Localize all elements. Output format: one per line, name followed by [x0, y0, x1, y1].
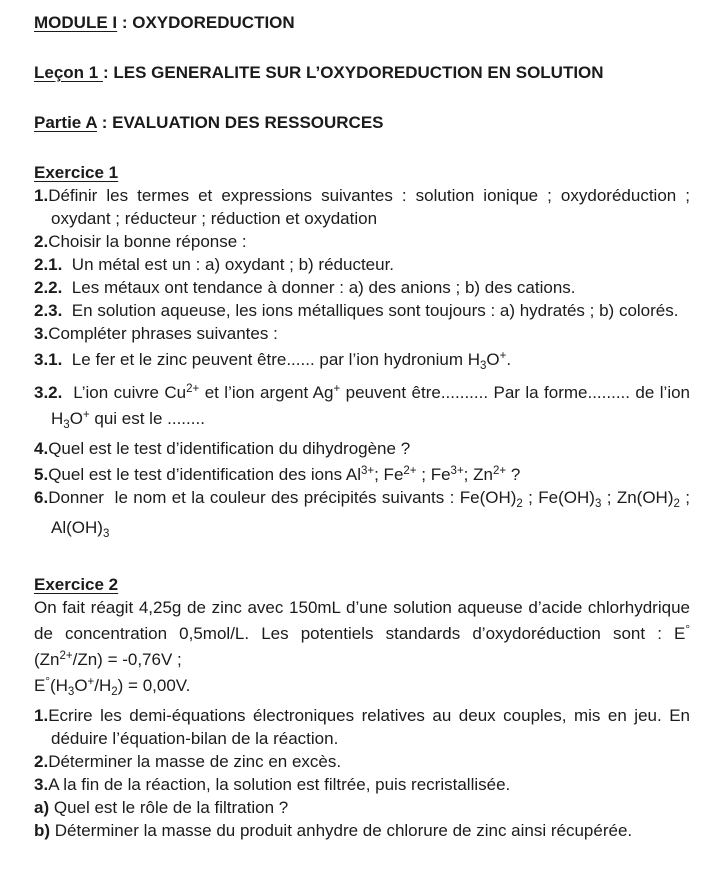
text-segment: Quel est le test d’identification du dihydrogène ? — [48, 439, 411, 458]
text-segment: Un métal est un : a) oxydant ; b) réducteur. — [62, 255, 395, 274]
text-segment: Partie A — [34, 113, 97, 132]
text-segment: 5. — [34, 465, 49, 484]
text-segment: 2.1. — [34, 255, 63, 274]
text-segment: Définir les termes et expressions suivantes : solution ionique ; oxydoréduction ; oxydant ; réducteur ; réduction et oxydation — [48, 186, 690, 228]
text-segment: E — [34, 676, 46, 695]
text-segment: Déterminer la masse de zinc en excès. — [48, 752, 342, 771]
text-segment: Compléter phrases suivantes : — [48, 324, 278, 343]
text-segment: Exercice 2 — [34, 575, 119, 594]
ex2-intro — [34, 596, 690, 671]
text-segment: 2 — [673, 498, 680, 510]
part-title — [34, 111, 690, 134]
ex2-q2 — [34, 750, 690, 773]
text-segment: ) = 0,00V. — [117, 676, 191, 695]
text-segment: 3 — [594, 498, 602, 510]
text-segment: /Zn) = -0,76V ; — [72, 650, 182, 669]
text-segment: Ecrire les demi-équations électroniques relatives au deux couples, mis en jeu. En déduire l’équation-bilan de la réaction. — [48, 706, 690, 748]
text-segment: Le fer et le zinc peuvent être...... par l’ion hydronium H — [62, 350, 481, 369]
text-segment: /H — [94, 676, 112, 695]
spacer — [34, 134, 690, 161]
text-segment: On fait réagit 4,25g de zinc avec 150mL d’une solution aqueuse d’acide chlorhydrique de concentration 0,5mol/L. Les potentiels standards d’oxydoréduction sont : E — [34, 598, 690, 643]
text-segment: ; Fe(OH) — [522, 488, 595, 507]
text-segment: 3 — [63, 419, 70, 431]
ex1-q2-1 — [34, 253, 690, 276]
ex1-q2-2 — [34, 276, 690, 299]
ex1-q1 — [34, 184, 690, 230]
text-segment: 3.1. — [34, 350, 63, 369]
text-segment: A la fin de la réaction, la solution est filtrée, puis recristallisée. — [48, 775, 511, 794]
text-segment: 3 — [67, 686, 75, 698]
ex1-q3-1 — [34, 345, 690, 378]
text-segment: Choisir la bonne réponse : — [48, 232, 247, 251]
lesson-title — [34, 61, 690, 84]
text-segment: Quel est le test d’identification des ions Al — [48, 465, 361, 484]
text-segment: + — [87, 676, 95, 688]
text-segment: peuvent être.......... Par la forme......... de l’ion H — [51, 383, 691, 428]
ex1-q6 — [34, 486, 690, 546]
text-segment: 3. — [34, 775, 49, 794]
text-segment: O — [74, 676, 88, 695]
text-segment: MODULE I — [34, 13, 118, 32]
text-segment: En solution aqueuse, les ions métalliques sont toujours : a) hydratés ; b) colorés. — [62, 301, 679, 320]
text-segment: 2. — [34, 752, 49, 771]
text-segment: b) — [34, 821, 51, 840]
text-segment: 4. — [34, 439, 49, 458]
text-segment: Leçon 1 — [34, 63, 103, 82]
ex1-q4 — [34, 437, 690, 460]
text-segment: 3.2. — [34, 383, 63, 402]
text-segment: ° — [685, 624, 690, 636]
text-segment: Les métaux ont tendance à donner : a) des anions ; b) des cations. — [62, 278, 576, 297]
ex2-potential-h3o — [34, 671, 690, 704]
text-segment: 2 — [111, 686, 118, 698]
text-segment: Déterminer la masse du produit anhydre de chlorure de zinc ainsi récupérée. — [50, 821, 633, 840]
text-segment: 1. — [34, 186, 49, 205]
ex2-q3a — [34, 796, 690, 819]
ex1-q2-3 — [34, 299, 690, 322]
ex1-q5 — [34, 460, 690, 486]
text-segment: 2.2. — [34, 278, 63, 297]
text-segment: . — [506, 350, 512, 369]
text-segment: 3+ — [360, 465, 375, 477]
ex1-q3 — [34, 322, 690, 345]
ex2-q3 — [34, 773, 690, 796]
text-segment: + — [333, 383, 341, 395]
text-segment: 6. — [34, 488, 49, 507]
text-segment: 2.3. — [34, 301, 63, 320]
text-segment: : EVALUATION DES RESSOURCES — [97, 113, 384, 132]
text-segment: 1. — [34, 706, 49, 725]
ex1-q3-2 — [34, 378, 690, 437]
text-segment: (H — [49, 676, 68, 695]
text-segment: 2 — [516, 498, 523, 510]
text-segment: qui est le ........ — [89, 409, 205, 428]
exercise-2-heading — [34, 573, 690, 596]
text-segment: 2+ — [186, 383, 200, 395]
text-segment: ; Zn(OH) — [601, 488, 674, 507]
text-segment: O — [69, 409, 83, 428]
text-segment: ; Fe — [374, 465, 404, 484]
text-segment: L’ion cuivre Cu — [62, 383, 187, 402]
text-segment: 3. — [34, 324, 49, 343]
text-segment: 3 — [480, 360, 487, 372]
text-segment: (Zn — [34, 650, 60, 669]
text-segment: Quel est le rôle de la filtration ? — [49, 798, 289, 817]
text-segment: : LES GENERALITE SUR L’OXYDOREDUCTION EN SOLUTION — [102, 63, 604, 82]
text-segment: ; Al(OH) — [51, 488, 690, 537]
text-segment: 3+ — [450, 465, 464, 477]
spacer — [34, 84, 690, 111]
spacer — [34, 546, 690, 573]
ex2-q1 — [34, 704, 690, 750]
text-segment: + — [82, 409, 90, 421]
text-segment: ; Fe — [416, 465, 451, 484]
text-segment: Donner le nom et la couleur des précipités suivants : Fe(OH) — [48, 488, 517, 507]
exercise-1-heading — [34, 161, 690, 184]
text-segment: 2+ — [403, 465, 417, 477]
ex1-q2 — [34, 230, 690, 253]
text-segment: 3 — [102, 528, 110, 540]
text-segment: 2. — [34, 232, 49, 251]
spacer — [34, 34, 690, 61]
text-segment: + — [499, 350, 507, 362]
ex2-q3b — [34, 819, 690, 842]
text-segment: : OXYDOREDUCTION — [117, 13, 295, 32]
module-title — [34, 11, 690, 34]
text-segment: ; Zn — [463, 465, 493, 484]
text-segment: ° — [45, 676, 50, 688]
text-segment: a) — [34, 798, 50, 817]
text-segment: ? — [506, 465, 521, 484]
text-segment: O — [486, 350, 500, 369]
text-segment: et l’ion argent Ag — [199, 383, 334, 402]
text-segment: Exercice 1 — [34, 163, 119, 182]
text-segment: 2+ — [59, 650, 73, 662]
text-segment: 2+ — [492, 465, 507, 477]
